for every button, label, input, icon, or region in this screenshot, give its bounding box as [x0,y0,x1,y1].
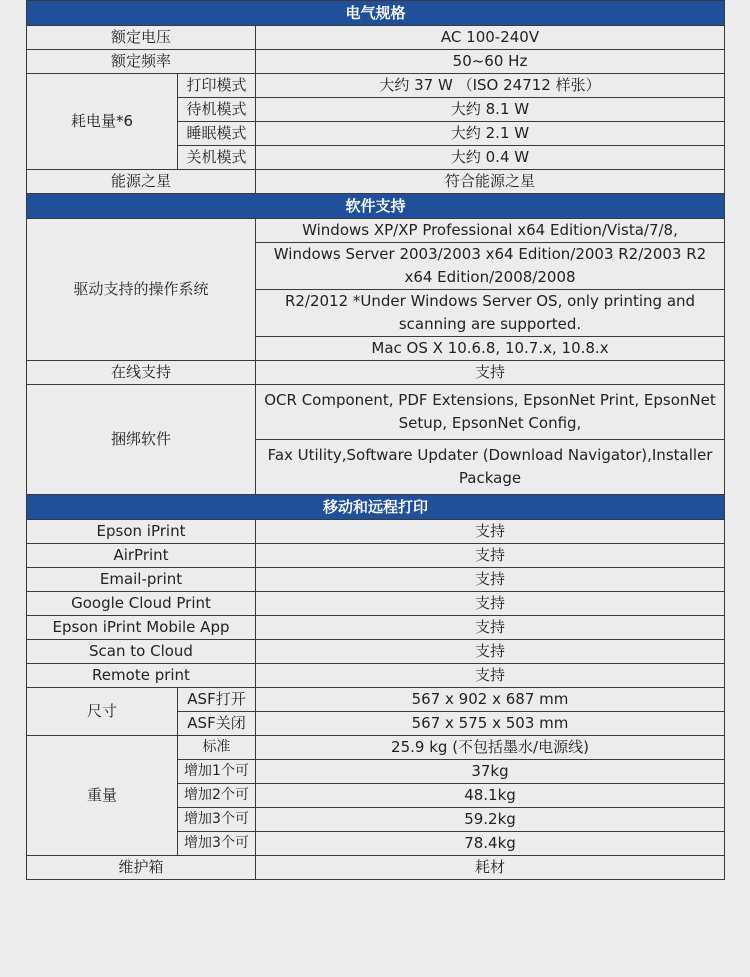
row-label: 额定电压 [27,26,256,50]
sub-label: ASF打开 [178,688,256,712]
row-value: 支持 [256,664,725,688]
row-value: Fax Utility,Software Updater (Download Navigator),Installer Package [256,440,725,495]
row-value: 耗材 [256,856,725,880]
table-row [27,688,725,712]
table-row [27,170,725,194]
row-value: 大约 0.4 W [256,146,725,170]
table-row [27,592,725,616]
sub-label: 待机模式 [178,98,256,122]
section-header-mobile: 移动和远程打印 [27,495,725,520]
row-label: Epson iPrint Mobile App [27,616,256,640]
row-label: Email-print [27,568,256,592]
row-value: 支持 [256,361,725,385]
group-label: 尺寸 [27,688,178,736]
table-row [27,50,725,74]
row-label: Scan to Cloud [27,640,256,664]
table-row [27,74,725,98]
row-value: Windows Server 2003/2003 x64 Edition/2003 R2/2003 R2 x64 Edition/2008/2008 [256,243,725,290]
sub-label: 增加2个可 [178,784,256,808]
row-label: 在线支持 [27,361,256,385]
group-label: 耗电量*6 [27,74,178,170]
row-value: 支持 [256,568,725,592]
row-label: AirPrint [27,544,256,568]
sub-label: 打印模式 [178,74,256,98]
sub-label: 增加3个可 [178,832,256,856]
section-header-software: 软件支持 [27,194,725,219]
row-value: 大约 37 W （ISO 24712 样张） [256,74,725,98]
sub-label: 关机模式 [178,146,256,170]
row-value: 567 x 575 x 503 mm [256,712,725,736]
table-row [27,664,725,688]
row-value: 37kg [256,760,725,784]
section-header-row [27,194,725,219]
row-value: Windows XP/XP Professional x64 Edition/Vista/7/8, [256,219,725,243]
row-label: Remote print [27,664,256,688]
spec-table [26,0,725,880]
section-header-row [27,495,725,520]
group-label: 捆绑软件 [27,385,256,495]
row-value: OCR Component, PDF Extensions, EpsonNet Print, EpsonNet Setup, EpsonNet Config, [256,385,725,440]
sub-label: 增加1个可 [178,760,256,784]
row-value: 支持 [256,616,725,640]
group-label: 重量 [27,736,178,856]
table-row [27,385,725,440]
row-label: Epson iPrint [27,520,256,544]
sub-label: ASF关闭 [178,712,256,736]
section-header-row [27,1,725,26]
row-value: 25.9 kg (不包括墨水/电源线) [256,736,725,760]
table-row [27,361,725,385]
row-value: 大约 2.1 W [256,122,725,146]
sub-label: 标准 [178,736,256,760]
table-row [27,616,725,640]
row-value: 支持 [256,592,725,616]
row-value: Mac OS X 10.6.8, 10.7.x, 10.8.x [256,337,725,361]
row-value: 符合能源之星 [256,170,725,194]
table-row [27,219,725,243]
table-row [27,520,725,544]
row-value: 48.1kg [256,784,725,808]
row-label: 能源之星 [27,170,256,194]
table-row [27,26,725,50]
group-label: 驱动支持的操作系统 [27,219,256,361]
sub-label: 睡眠模式 [178,122,256,146]
row-value: 78.4kg [256,832,725,856]
row-value: 59.2kg [256,808,725,832]
row-value: R2/2012 *Under Windows Server OS, only printing and scanning are supported. [256,290,725,337]
section-header-electrical: 电气规格 [27,1,725,26]
table-row [27,856,725,880]
row-value: 50~60 Hz [256,50,725,74]
row-value: 567 x 902 x 687 mm [256,688,725,712]
spec-table-wrapper [26,0,724,880]
row-value: 大约 8.1 W [256,98,725,122]
row-value: 支持 [256,544,725,568]
sub-label: 增加3个可 [178,808,256,832]
row-label: 维护箱 [27,856,256,880]
table-row [27,568,725,592]
row-value: 支持 [256,640,725,664]
table-row [27,736,725,760]
row-label: 额定频率 [27,50,256,74]
table-row [27,544,725,568]
table-row [27,640,725,664]
row-value: 支持 [256,520,725,544]
row-label: Google Cloud Print [27,592,256,616]
row-value: AC 100-240V [256,26,725,50]
